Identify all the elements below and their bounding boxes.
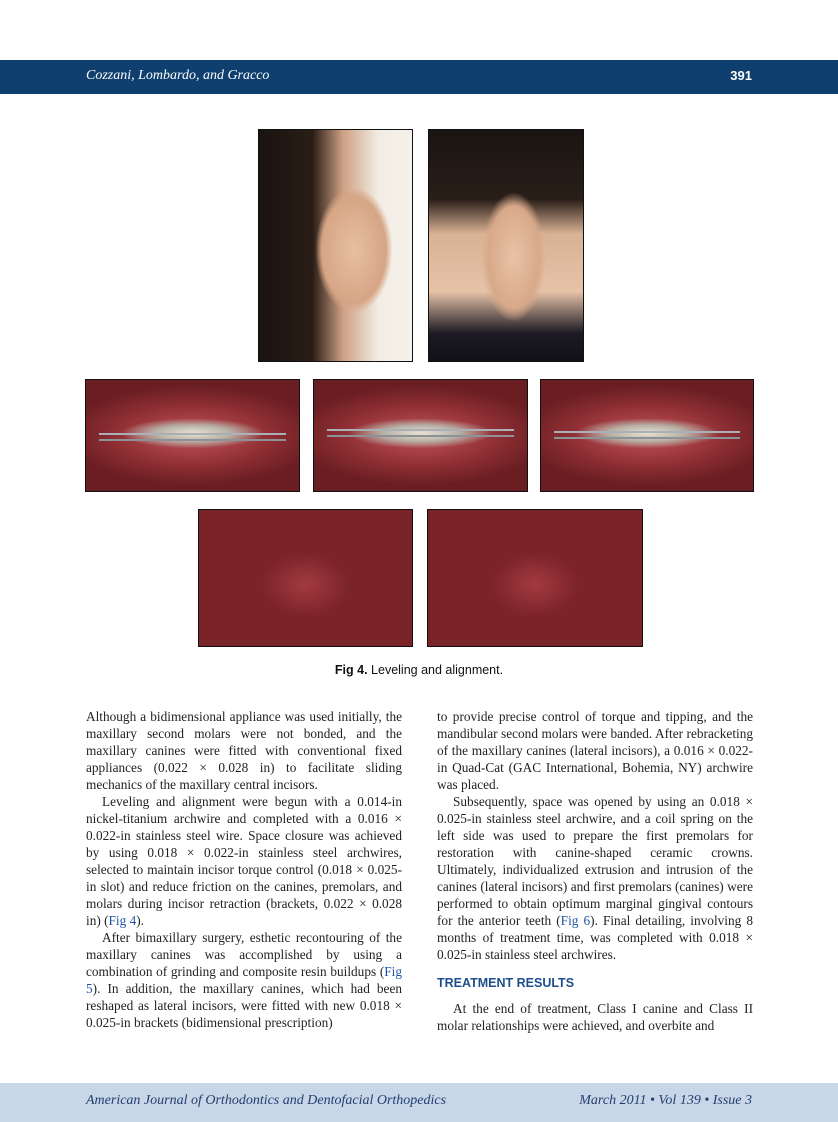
intraoral-left-buccal-photo [540, 379, 754, 492]
issue-info: March 2011 • Vol 139 • Issue 3 [579, 1093, 752, 1108]
extraoral-frontal-photo [428, 129, 584, 362]
paragraph [86, 793, 402, 929]
figure-reference-link[interactable]: Fig 4 [108, 913, 137, 928]
paragraph-text: ). Final detailing, involving 8 months of treatment time, was completed with 0.018 × 0.025-in stainless steel archwires. [437, 913, 753, 962]
running-header-authors: Cozzani, Lombardo, and Gracco [86, 68, 270, 83]
paragraph-text: Leveling and alignment were begun with a 0.014-in nickel-titanium archwire and completed with a 0.016 × 0.022-in stainless steel wire. Space closure was achieved by using 0.018 × 0.022-in stainless steel archwires, selected to maintain incisor torque control (0.018 × 0.025-in slot) and reduce friction on the canines, premolars, and molars during incisor retraction (brackets, 0.022 × 0.028 in) ( [86, 794, 402, 928]
section-heading: TREATMENT RESULTS [437, 976, 575, 990]
figure-caption-text: Leveling and alignment. [371, 663, 504, 677]
paragraph: Although a bidimensional appliance was used initially, the maxillary second molars were not bonded, and the maxillary canines were fitted with conventional fixed appliances (0.022 × 0.028 in) to facilitate sliding mechanics of the maxillary central incisors. [86, 709, 402, 792]
journal-name: American Journal of Orthodontics and Dentofacial Orthopedics [86, 1093, 447, 1108]
archwire [554, 431, 741, 433]
paragraph [86, 929, 402, 1031]
paragraph: At the end of treatment, Class I canine and Class II molar relationships were achieved, and overbite and [437, 1001, 753, 1033]
mandibular-occlusal-photo [427, 509, 643, 647]
intraoral-right-buccal-photo [85, 379, 300, 492]
page-number: 391 [730, 68, 752, 83]
archwire [99, 433, 286, 435]
figure-label: Fig 4. [334, 663, 368, 677]
paragraph-text: Subsequently, space was opened by using an 0.018 × 0.025-in stainless steel archwire, and a coil spring on the left side was used to prepare the first premolars for restoration with canine-shaped ceramic crowns. Ultimately, individualized extrusion and intrusion of the canines (lateral incisors) and first premolars (canines) were performed to obtain optimum marginal gingival contours for the anterior teeth ( [437, 794, 753, 928]
body-column-left [86, 708, 402, 1031]
paragraph-text: ). [136, 913, 145, 928]
archwire [327, 429, 514, 431]
running-header [0, 60, 838, 94]
maxillary-occlusal-photo [198, 509, 413, 647]
body-column-right [437, 708, 753, 1034]
extraoral-profile-photo [258, 129, 413, 362]
paragraph [437, 793, 753, 963]
figure-reference-link[interactable]: Fig 6 [560, 913, 591, 928]
intraoral-frontal-photo [313, 379, 528, 492]
figure-caption [0, 663, 838, 677]
running-footer [0, 1083, 838, 1122]
paragraph-text: After bimaxillary surgery, esthetic recontouring of the maxillary canines was accomplished by using a combination of grinding and composite resin buildups ( [86, 930, 402, 979]
paragraph: to provide precise control of torque and tipping, and the mandibular second molars were banded. After rebracketing of the maxillary canines (lateral incisors), a 0.016 × 0.022-in Quad-Cat (GAC International, Bohemia, NY) archwire was placed. [437, 709, 753, 792]
paragraph-text: ). In addition, the maxillary canines, which had been reshaped as lateral incisors, were fitted with new 0.018 × 0.025-in brackets (bidimensional prescription) [86, 981, 402, 1030]
figure-reference-link[interactable]: Fig 5 [86, 964, 402, 996]
